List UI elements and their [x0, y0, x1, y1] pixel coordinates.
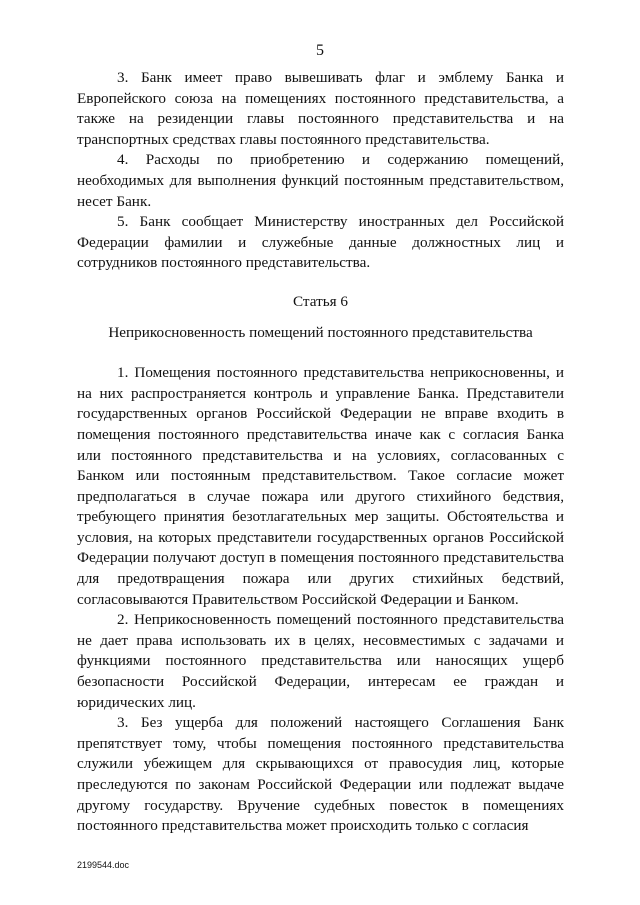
article5-paragraph-4: 4. Расходы по приобретению и содержанию помещений, необходимых для выполнения функций постоянным представительством, несет Банк.: [77, 151, 564, 210]
footer-filename: 2199544.doc: [77, 860, 130, 870]
article6-paragraph-2: 2. Неприкосновенность помещений постоянного представительства не дает права использовать их в целях, несовместимых с задачами и функциями постоянного представительства или наносящих ущерб безопасности Российской Федерации, интересам ее граждан и юридических лиц.: [77, 611, 564, 711]
article-subtitle: Неприкосновенность помещений постоянного представительства: [108, 323, 533, 341]
page-number: 5: [316, 42, 324, 59]
article6-paragraph-1: 1. Помещения постоянного представительства неприкосновенны, и на них распространяется контроль и управление Банка. Представители государственных органов Российской Федерации не вправе входить в помещения постоянного представительства иначе как с согласия Банка или постоянного представительства и на условиях, согласованных с Банком или постоянным представительством. Такое согласие может предполагаться в случае пожара или другого стихийного бедствия, требующего принятия безотлагательных мер защиты. Обстоятельства и условия, на которых представители государственных органов Российской Федерации получают доступ в помещения постоянного представительства для предотвращения пожара или других стихийных бедствий, согласовываются Правительством Российской Федерации и Банком.: [77, 364, 564, 608]
article-title: Статья 6: [292, 292, 349, 310]
article6-paragraph-3: 3. Без ущерба для положений настоящего Соглашения Банк препятствует тому, чтобы помещения постоянного представительства служили убежищем для скрывающихся от правосудия лиц, которые преследуются по законам Российской Федерации или подлежат выдаче другому государству. Вручение судебных повесток в помещениях постоянного представительства может происходить только с согласия: [77, 714, 564, 835]
document-body: [77, 68, 564, 837]
article5-paragraph-5: 5. Банк сообщает Министерству иностранных дел Российской Федерации фамилии и служебные данные должностных лиц и сотрудников постоянного представительства.: [77, 213, 564, 272]
article5-paragraph-3: 3. Банк имеет право вывешивать флаг и эмблему Банка и Европейского союза на помещениях постоянного представительства, а также на резиденции главы постоянного представительства и на транспортных средствах главы постоянного представительства.: [77, 69, 564, 148]
